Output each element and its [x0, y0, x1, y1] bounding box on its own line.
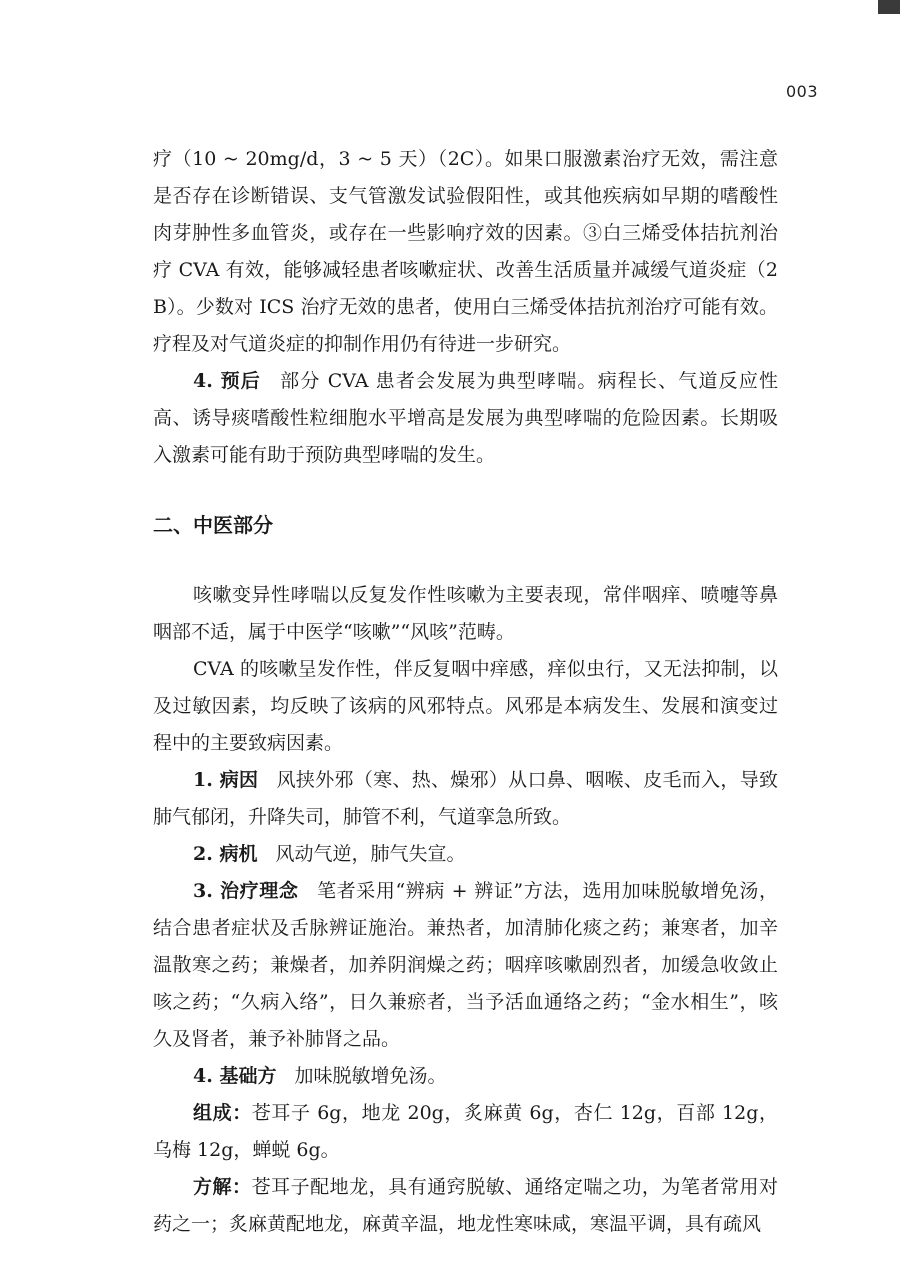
paragraph-composition: [153, 1095, 778, 1169]
paragraph-pathogenesis: [153, 836, 778, 873]
explanation-label: 方解：: [193, 1176, 252, 1198]
paragraph-tcm-wind: CVA 的咳嗽呈发作性，伴反复咽中痒感，痒似虫行，又无法抑制，以及过敏因素，均反映了该病的风邪特点。风邪是本病发生、发展和演变过程中的主要致病因素。: [153, 658, 778, 754]
formula-text: 加味脱敏增免汤。: [294, 1065, 447, 1087]
treatment-heading: 3. 治疗理念: [193, 880, 299, 902]
paragraph-base-formula: [153, 1058, 778, 1095]
formula-heading: 4. 基础方: [193, 1065, 277, 1087]
pathogenesis-text: 风动气逆，肺气失宣。: [275, 843, 466, 865]
paragraph-etiology: [153, 762, 778, 836]
treatment-text: 笔者采用“辨病 + 辨证”方法，选用加味脱敏增免汤，结合患者症状及舌脉辨证施治。兼热者，加清肺化痰之药；兼寒者，加辛温散寒之药；兼燥者，加养阴润燥之药；咽痒咳嗽剧烈者，加缓急收敛止咳之药；“久病入络”，日久兼瘀者，当予活血通络之药；“金水相生”，咳久及肾者，兼予补肺肾之品。: [153, 880, 778, 1050]
page-body: [153, 141, 778, 1243]
page-corner-mark: [878, 0, 900, 14]
etiology-text: 风挟外邪（寒、热、燥邪）从口鼻、咽喉、皮毛而入，导致肺气郁闭，升降失司，肺管不利，气道挛急所致。: [153, 769, 778, 828]
prognosis-text: 部分 CVA 患者会发展为典型哮喘。病程长、气道反应性高、诱导痰嗜酸性粒细胞水平增高是发展为典型哮喘的危险因素。长期吸入激素可能有助于预防典型哮喘的发生。: [153, 370, 778, 466]
paragraph-tcm-intro: 咳嗽变异性哮喘以反复发作性咳嗽为主要表现，常伴咽痒、喷嚏等鼻咽部不适，属于中医学“咳嗽”“风咳”范畴。: [153, 584, 778, 643]
explanation-text: 苍耳子配地龙，具有通窍脱敏、通络定喘之功，为笔者常用对药之一；炙麻黄配地龙，麻黄辛温，地龙性寒味咸，寒温平调，具有疏风: [153, 1176, 778, 1235]
pathogenesis-heading: 2. 病机: [193, 843, 258, 865]
page-number: 003: [785, 82, 818, 101]
prognosis-heading: 4. 预后: [193, 370, 261, 392]
paragraph-prognosis: [153, 363, 778, 474]
composition-label: 组成：: [193, 1102, 252, 1124]
etiology-heading: 1. 病因: [193, 769, 259, 791]
paragraph-treatment-concept: [153, 873, 778, 1058]
paragraph-explanation: [153, 1169, 778, 1243]
paragraph-treatment-continued: 疗（10 ~ 20mg/d，3 ~ 5 天）（2C）。如果口服激素治疗无效，需注意是否存在诊断错误、支气管激发试验假阳性，或其他疾病如早期的嗜酸性肉芽肿性多血管炎，或存在一些影响疗效的因素。③白三烯受体拮抗剂治疗 CVA 有效，能够减轻患者咳嗽症状、改善生活质量并减缓气道炎症（2B）。少数对 ICS 治疗无效的患者，使用白三烯受体拮抗剂治疗可能有效。疗程及对气道炎症的抑制作用仍有待进一步研究。: [153, 148, 778, 355]
composition-text: 苍耳子 6g，地龙 20g，炙麻黄 6g，杏仁 12g，百部 12g，乌梅 12g，蝉蜕 6g。: [153, 1102, 778, 1161]
section-title: 二、中医部分: [153, 513, 273, 537]
